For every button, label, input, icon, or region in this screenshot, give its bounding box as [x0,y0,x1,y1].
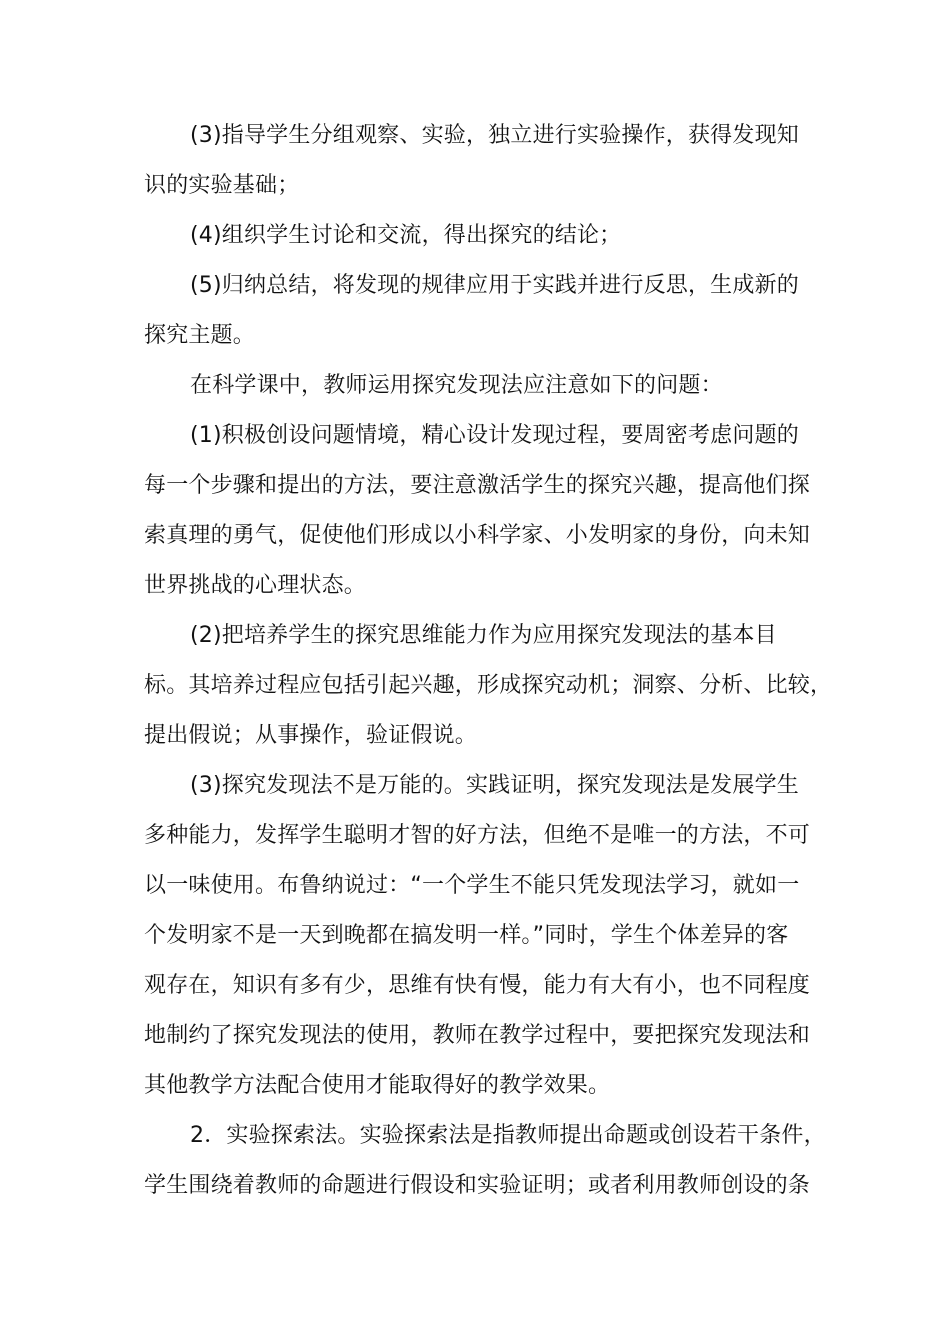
text-line: (3)探究发现法不是万能的。实践证明，探究发现法是发展学生 [190,773,799,798]
text-line: 提出假说；从事操作，验证假说。 [144,723,478,748]
text-line: 标。其培养过程应包括引起兴趣，形成探究动机；洞察、分析、比较， [144,673,833,698]
text-line: 个发明家不是一天到晚都在搞发明一样。”同时，学生个体差异的客 [144,923,789,948]
text-line: 多种能力，发挥学生聪明才智的好方法，但绝不是唯一的方法，不可 [144,823,811,848]
text-line: (1)积极创设问题情境，精心设计发现过程，要周密考虑问题的 [190,423,799,448]
text-line: 地制约了探究发现法的使用，教师在教学过程中，要把探究发现法和 [144,1023,811,1048]
text-line: 索真理的勇气，促使他们形成以小科学家、小发明家的身份，向未知 [144,523,811,548]
text-line: 其他教学方法配合使用才能取得好的教学效果。 [144,1073,611,1098]
text-line: 以一味使用。布鲁纳说过：“一个学生不能只凭发现法学习，就如一 [144,873,800,898]
text-line: 在科学课中，教师运用探究发现法应注意如下的问题： [190,373,723,398]
text-line: 观存在，知识有多有少，思维有快有慢，能力有大有小，也不同程度 [144,973,811,998]
text-line: (5)归纳总结，将发现的规律应用于实践并进行反思，生成新的 [190,273,799,298]
text-line: (2)把培养学生的探究思维能力作为应用探究发现法的基本目 [190,623,777,648]
text-line: 探究主题。 [144,323,256,348]
text-line: 每一个步骤和提出的方法，要注意激活学生的探究兴趣，提高他们探 [144,473,811,498]
text-line: 世界挑战的心理状态。 [144,573,367,598]
text-line: (4)组织学生讨论和交流，得出探究的结论； [190,223,622,248]
text-line: 2．实验探索法。实验探索法是指教师提出命题或创设若干条件， [190,1123,826,1148]
text-line: (3)指导学生分组观察、实验，独立进行实验操作，获得发现知 [190,123,799,148]
text-line: 识的实验基础； [144,173,300,198]
text-line: 学生围绕着教师的命题进行假设和实验证明；或者利用教师创设的条 [144,1173,811,1198]
